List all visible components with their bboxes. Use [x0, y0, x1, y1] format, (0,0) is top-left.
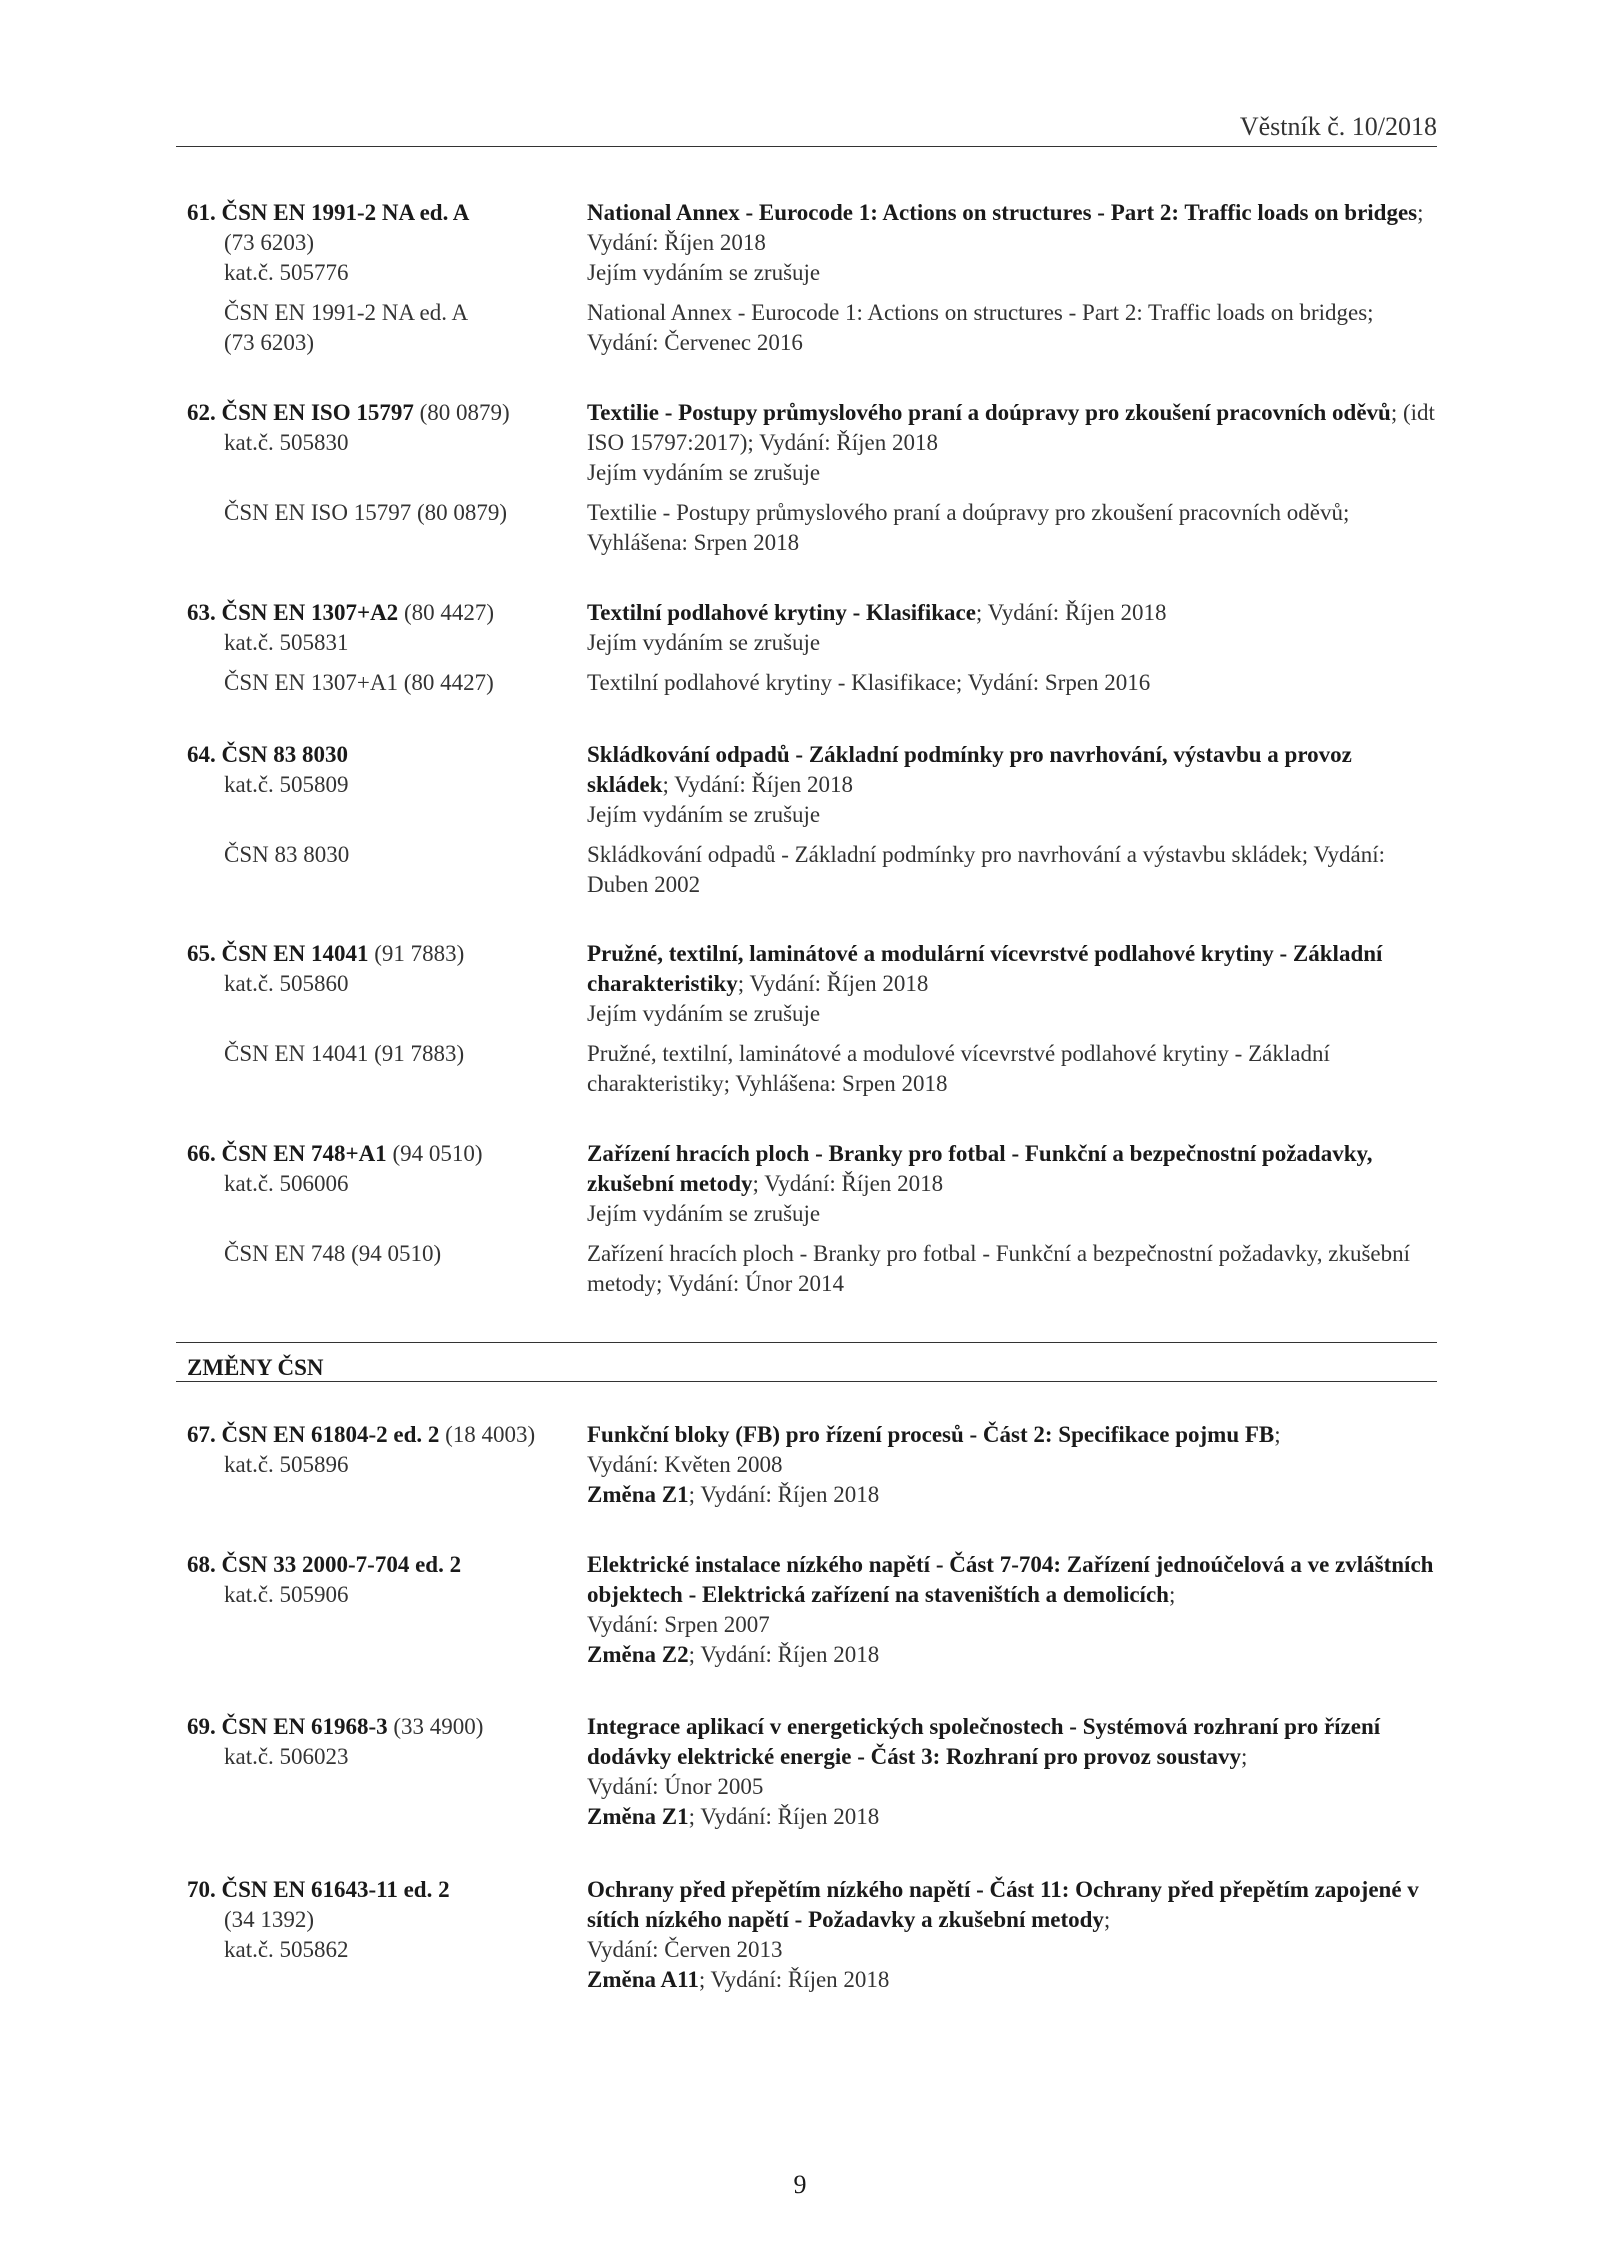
entry-left	[187, 598, 587, 658]
change-date: ; Vydání: Říjen 2018	[688, 1482, 880, 1507]
cancel-note: Jejím vydáním se zrušuje	[587, 802, 821, 827]
standard-designation	[187, 398, 587, 428]
standard-title-bold: Funkční bloky (FB) pro řízení procesů - Část 2: Specifikace pojmu FB	[587, 1422, 1275, 1447]
old-standard-line: ČSN EN 1307+A1 (80 4427)	[224, 670, 494, 695]
entry-left-line: kat.č. 505906	[224, 1582, 349, 1607]
entry-change-row	[187, 1420, 1437, 1510]
old-standard-title: National Annex - Eurocode 1: Actions on structures - Part 2: Traffic loads on bridges; Vydání: Červenec 2016	[587, 300, 1374, 355]
standard-title-bold: Textilie - Postupy průmyslového praní a doúpravy pro zkoušení pracovních oděvů	[587, 400, 1391, 425]
change-label: Změna Z1	[587, 1482, 689, 1507]
entry-change-row	[187, 1550, 1437, 1670]
entry-old-standard	[187, 1239, 1437, 1299]
old-standard-title: Pružné, textilní, laminátové a modulové vícevrstvé podlahové krytiny - Základní charakteristiky; Vyhlášena: Srpen 2018	[587, 1041, 1330, 1096]
entry-left-line: (73 6203)	[224, 230, 315, 255]
old-standard-title: Skládkování odpadů - Základní podmínky pro navrhování a výstavbu skládek; Vydání: Duben 2002	[587, 842, 1386, 897]
entry-left	[187, 939, 587, 1029]
entry-right	[587, 1420, 1437, 1510]
entry-right	[587, 939, 1437, 1029]
entry-left	[187, 740, 587, 830]
old-standard-title: Zařízení hracích ploch - Branky pro fotbal - Funkční a bezpečnostní požadavky, zkušební metody; Vydání: Únor 2014	[587, 1241, 1411, 1296]
entry-number: 61.	[187, 200, 222, 225]
issued-date: Vydání: Červen 2013	[587, 1937, 783, 1962]
entry-right	[587, 398, 1437, 488]
entry-left-line: kat.č. 505809	[224, 772, 349, 797]
entry-right	[587, 740, 1437, 830]
entry-number: 69.	[187, 1714, 222, 1739]
change-label: Změna Z1	[587, 1804, 689, 1829]
header-rule	[176, 146, 1437, 147]
standard-title-rest: ;	[1103, 1907, 1111, 1932]
standard-code: ČSN EN 748+A1	[221, 1141, 387, 1166]
old-standard-line: ČSN 83 8030	[224, 842, 350, 867]
standard-code: ČSN EN 61643-11 ed. 2	[221, 1877, 450, 1902]
entry-number: 68.	[187, 1552, 222, 1577]
entry-left-line: kat.č. 505862	[224, 1937, 349, 1962]
entry-left	[187, 1139, 587, 1229]
standard-title-rest: ;	[1168, 1582, 1176, 1607]
entry-change	[187, 1712, 1437, 1832]
section-title: ZMĚNY ČSN	[187, 1355, 324, 1380]
standard-title	[587, 1712, 1437, 1772]
standard-title-bold: Skládkování odpadů - Základní podmínky pro navrhování, výstavbu a provoz skládek	[587, 742, 1352, 797]
entry-new-standard	[187, 740, 1437, 830]
standard-title-bold: Ochrany před přepětím nízkého napětí - Část 11: Ochrany před přepětím zapojené v sítích nízkého napětí - Požadavky a zkušební metody	[587, 1877, 1419, 1932]
entry-replacement	[187, 939, 1437, 1099]
classification-code: (80 4427)	[398, 600, 495, 625]
standard-title	[587, 1420, 1437, 1450]
standard-title-bold: Elektrické instalace nízkého napětí - Část 7-704: Zařízení jednoúčelová a ve zvláštních objektech - Elektrická zařízení na staveništích a demolicích	[587, 1552, 1434, 1607]
standard-title-rest: ; Vydání: Říjen 2018	[752, 1171, 944, 1196]
standard-title-bold: Integrace aplikací v energetických společnostech - Systémová rozhraní pro řízení dodávky elektrické energie - Část 3: Rozhraní pro provoz soustavy	[587, 1714, 1381, 1769]
entry-left-line: kat.č. 506006	[224, 1171, 349, 1196]
change-line	[587, 1480, 1437, 1510]
entry-left	[187, 1875, 587, 1995]
classification-code: (94 0510)	[386, 1141, 483, 1166]
standard-code: ČSN 33 2000-7-704 ed. 2	[221, 1552, 462, 1577]
entry-change	[187, 1875, 1437, 1995]
classification-code: (33 4900)	[387, 1714, 484, 1739]
entry-left-line: kat.č. 505896	[224, 1452, 349, 1477]
cancel-note: Jejím vydáním se zrušuje	[587, 460, 821, 485]
standard-title	[587, 598, 1437, 628]
section-rule-bottom	[176, 1381, 1437, 1382]
change-line	[587, 1802, 1437, 1832]
entry-change-row	[187, 1875, 1437, 1995]
change-label: Změna Z2	[587, 1642, 689, 1667]
entry-left-line: kat.č. 505776	[224, 260, 349, 285]
standard-code: ČSN EN ISO 15797	[221, 400, 414, 425]
standard-code: ČSN EN 1307+A2	[221, 600, 399, 625]
entry-number: 67.	[187, 1422, 222, 1447]
entry-new-standard	[187, 1139, 1437, 1229]
cancel-note: Jejím vydáním se zrušuje	[587, 1001, 821, 1026]
entry-gap	[187, 658, 1437, 668]
entry-left	[187, 498, 587, 558]
entry-left	[187, 398, 587, 488]
cancel-note: Jejím vydáním se zrušuje	[587, 630, 821, 655]
standard-title	[587, 1875, 1437, 1935]
old-standard-line: ČSN EN 748 (94 0510)	[224, 1241, 442, 1266]
standard-title-bold: Pružné, textilní, laminátové a modulární vícevrstvé podlahové krytiny - Základní charakteristiky	[587, 941, 1383, 996]
entry-number: 66.	[187, 1141, 222, 1166]
standard-title-rest: ; Vydání: Říjen 2018	[662, 772, 854, 797]
entry-change	[187, 1550, 1437, 1670]
entry-left	[187, 198, 587, 288]
standard-title	[587, 1139, 1437, 1199]
entry-replacement	[187, 198, 1437, 358]
entry-replacement	[187, 598, 1437, 698]
standard-title-rest: ;	[1240, 1744, 1248, 1769]
standard-designation	[187, 198, 587, 228]
standard-title-rest: ; Vydání: Říjen 2018	[975, 600, 1167, 625]
standard-code: ČSN EN 61804-2 ed. 2	[221, 1422, 440, 1447]
cancel-note: Jejím vydáním se zrušuje	[587, 260, 821, 285]
old-standard-line: (73 6203)	[224, 330, 315, 355]
entry-old-standard	[187, 1039, 1437, 1099]
old-standard-title: Textilie - Postupy průmyslového praní a doúpravy pro zkoušení pracovních oděvů; Vyhlášena: Srpen 2018	[587, 500, 1350, 555]
entry-number: 70.	[187, 1877, 222, 1902]
entry-left	[187, 840, 587, 900]
standard-title-rest: ; (idt ISO 15797:2017); Vydání: Říjen 2018	[587, 400, 1435, 455]
cancel-note: Jejím vydáním se zrušuje	[587, 1201, 821, 1226]
old-standard-title: Textilní podlahové krytiny - Klasifikace; Vydání: Srpen 2016	[587, 670, 1151, 695]
entry-left	[187, 1239, 587, 1299]
standard-designation	[187, 1712, 587, 1742]
entry-right	[587, 198, 1437, 288]
standard-title-bold: Textilní podlahové krytiny - Klasifikace	[587, 600, 976, 625]
entry-gap	[187, 1229, 1437, 1239]
entry-number: 65.	[187, 941, 222, 966]
old-standard-line: ČSN EN 1991-2 NA ed. A	[224, 300, 469, 325]
classification-code: (80 0879)	[413, 400, 510, 425]
entry-left-line: kat.č. 505831	[224, 630, 349, 655]
standard-designation	[187, 1875, 587, 1905]
entry-new-standard	[187, 939, 1437, 1029]
classification-code: (91 7883)	[368, 941, 465, 966]
standard-title-rest: ; Vydání: Říjen 2018	[587, 200, 1424, 255]
page-number: 9	[793, 2170, 807, 2199]
entry-left-line: kat.č. 505830	[224, 430, 349, 455]
standard-code: ČSN EN 1991-2 NA ed. A	[221, 200, 470, 225]
standard-title	[587, 398, 1437, 458]
entry-left	[187, 1039, 587, 1099]
entry-gap	[187, 488, 1437, 498]
entry-old-standard	[187, 840, 1437, 900]
entry-right	[587, 1139, 1437, 1229]
entry-change	[187, 1420, 1437, 1510]
standard-designation	[187, 598, 587, 628]
entry-old-standard	[187, 298, 1437, 358]
standard-title	[587, 198, 1437, 258]
old-standard-line: ČSN EN 14041 (91 7883)	[224, 1041, 465, 1066]
change-label: Změna A11	[587, 1967, 699, 1992]
entry-right	[587, 1712, 1437, 1832]
entry-right	[587, 1875, 1437, 1995]
change-line	[587, 1640, 1437, 1670]
entry-left	[187, 1420, 587, 1510]
standard-code: ČSN EN 14041	[221, 941, 369, 966]
change-line	[587, 1965, 1437, 1995]
entry-replacement	[187, 1139, 1437, 1299]
standard-designation	[187, 740, 587, 770]
entry-change-row	[187, 1712, 1437, 1832]
standard-title-bold: National Annex - Eurocode 1: Actions on structures - Part 2: Traffic loads on bridges	[587, 200, 1418, 225]
standard-title-rest: ;	[1274, 1422, 1281, 1447]
entry-number: 62.	[187, 400, 222, 425]
standard-title	[587, 939, 1437, 999]
issued-date: Vydání: Únor 2005	[587, 1774, 764, 1799]
standard-code: ČSN EN 61968-3	[221, 1714, 388, 1739]
change-date: ; Vydání: Říjen 2018	[698, 1967, 890, 1992]
issued-date: Vydání: Srpen 2007	[587, 1612, 770, 1637]
entry-right	[587, 1550, 1437, 1670]
entry-old-standard	[187, 498, 1437, 558]
standard-title-bold: Zařízení hracích ploch - Branky pro fotbal - Funkční a bezpečnostní požadavky, zkušební metody	[587, 1141, 1373, 1196]
entry-left-line: kat.č. 506023	[224, 1744, 349, 1769]
entry-gap	[187, 1029, 1437, 1039]
entry-left	[187, 1550, 587, 1670]
entry-gap	[187, 288, 1437, 298]
standard-designation	[187, 1139, 587, 1169]
change-date: ; Vydání: Říjen 2018	[688, 1642, 880, 1667]
standard-title	[587, 1550, 1437, 1610]
entry-left	[187, 668, 587, 698]
entry-number: 63.	[187, 600, 222, 625]
entry-number: 64.	[187, 742, 222, 767]
entry-old-standard	[187, 668, 1437, 698]
entry-right	[587, 598, 1437, 658]
entry-left-line: (34 1392)	[224, 1907, 315, 1932]
entry-gap	[187, 830, 1437, 840]
entry-left-line: kat.č. 505860	[224, 971, 349, 996]
classification-code: (18 4003)	[439, 1422, 536, 1447]
standard-title	[587, 740, 1437, 800]
standard-title-rest: ; Vydání: Říjen 2018	[737, 971, 929, 996]
entry-replacement	[187, 740, 1437, 900]
page-header: Věstník č. 10/2018	[1239, 112, 1437, 141]
standard-designation	[187, 1420, 587, 1450]
standard-code: ČSN 83 8030	[221, 742, 349, 767]
entry-new-standard	[187, 198, 1437, 288]
old-standard-line: ČSN EN ISO 15797 (80 0879)	[224, 500, 508, 525]
entry-replacement	[187, 398, 1437, 558]
standard-designation	[187, 1550, 587, 1580]
entry-new-standard	[187, 398, 1437, 488]
entry-left	[187, 1712, 587, 1832]
entry-left	[187, 298, 587, 358]
section-rule-top	[176, 1342, 1437, 1343]
standard-designation	[187, 939, 587, 969]
change-date: ; Vydání: Říjen 2018	[688, 1804, 880, 1829]
entry-new-standard	[187, 598, 1437, 658]
issued-date: Vydání: Květen 2008	[587, 1452, 783, 1477]
